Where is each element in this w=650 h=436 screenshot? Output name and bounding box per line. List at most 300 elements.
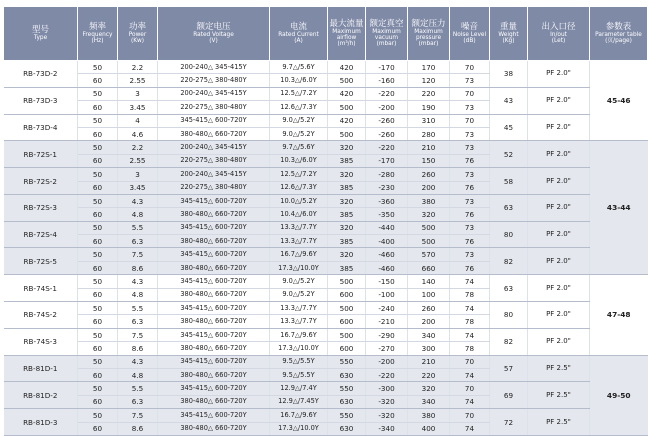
- pressure-cell: 120: [408, 74, 450, 87]
- frequency-cell: 50: [78, 221, 118, 234]
- current-cell: 9.0△/5.2Y: [270, 114, 328, 127]
- pressure-cell: 400: [408, 422, 450, 435]
- table-row: [4, 355, 648, 368]
- airflow-cell: 320: [328, 248, 366, 261]
- pressure-cell: 170: [408, 61, 450, 74]
- model-name-cell: RB-72S-4: [4, 221, 78, 248]
- noise-cell: 73: [450, 141, 490, 154]
- frequency-cell: 50: [78, 141, 118, 154]
- vacuum-cell: -460: [366, 248, 408, 261]
- vacuum-cell: -360: [366, 194, 408, 207]
- page-ref-cell: 45-46: [590, 61, 648, 141]
- vacuum-cell: -300: [366, 382, 408, 395]
- voltage-cell: 220-275△ 380-480Y: [158, 74, 270, 87]
- noise-cell: 78: [450, 288, 490, 301]
- pressure-cell: 220: [408, 87, 450, 100]
- header-weight: 重量 Weight (Kg): [490, 7, 528, 61]
- power-cell: 8.6: [118, 261, 158, 274]
- airflow-cell: 550: [328, 382, 366, 395]
- current-cell: 17.3△/10.0Y: [270, 342, 328, 355]
- voltage-cell: 380-480△ 660-720Y: [158, 235, 270, 248]
- pressure-cell: 200: [408, 181, 450, 194]
- header-type: 型号 Type: [4, 7, 78, 61]
- weight-cell: 82: [490, 328, 528, 355]
- voltage-cell: 200-240△ 345-415Y: [158, 61, 270, 74]
- vacuum-cell: -260: [366, 114, 408, 127]
- airflow-cell: 630: [328, 368, 366, 381]
- voltage-cell: 200-240△ 345-415Y: [158, 168, 270, 181]
- airflow-cell: 320: [328, 168, 366, 181]
- vacuum-cell: -400: [366, 235, 408, 248]
- table-row: [4, 61, 648, 74]
- power-cell: 2.2: [118, 61, 158, 74]
- model-name-cell: RB-73D-2: [4, 61, 78, 88]
- frequency-cell: 50: [78, 275, 118, 288]
- header-frequency: 频率 Frequency (Hz): [78, 7, 118, 61]
- frequency-cell: 60: [78, 368, 118, 381]
- voltage-cell: 345-415△ 600-720Y: [158, 328, 270, 341]
- power-cell: 6.3: [118, 315, 158, 328]
- table-row: [4, 409, 648, 422]
- header-noise: 噪音 Noise Level (dB): [450, 7, 490, 61]
- weight-cell: 43: [490, 87, 528, 114]
- pressure-cell: 210: [408, 141, 450, 154]
- weight-cell: 69: [490, 382, 528, 409]
- vacuum-cell: -440: [366, 221, 408, 234]
- vacuum-cell: -260: [366, 127, 408, 140]
- noise-cell: 70: [450, 114, 490, 127]
- weight-cell: 58: [490, 168, 528, 195]
- weight-cell: 72: [490, 409, 528, 436]
- power-cell: 2.55: [118, 154, 158, 167]
- outlet-cell: PF 2.0": [528, 168, 590, 195]
- pressure-cell: 340: [408, 328, 450, 341]
- vacuum-cell: -220: [366, 141, 408, 154]
- pressure-cell: 660: [408, 261, 450, 274]
- noise-cell: 70: [450, 61, 490, 74]
- pressure-cell: 500: [408, 235, 450, 248]
- voltage-cell: 380-480△ 660-720Y: [158, 342, 270, 355]
- power-cell: 7.5: [118, 409, 158, 422]
- noise-cell: 76: [450, 235, 490, 248]
- airflow-cell: 420: [328, 61, 366, 74]
- current-cell: 9.0△/5.2Y: [270, 275, 328, 288]
- vacuum-cell: -340: [366, 422, 408, 435]
- table-row: [4, 221, 648, 234]
- voltage-cell: 200-240△ 345-415Y: [158, 141, 270, 154]
- current-cell: 13.3△/7.7Y: [270, 315, 328, 328]
- frequency-cell: 60: [78, 74, 118, 87]
- pressure-cell: 140: [408, 275, 450, 288]
- power-cell: 4.8: [118, 368, 158, 381]
- model-name-cell: RB-74S-1: [4, 275, 78, 302]
- pressure-cell: 150: [408, 154, 450, 167]
- voltage-cell: 345-415△ 600-720Y: [158, 221, 270, 234]
- frequency-cell: 50: [78, 302, 118, 315]
- airflow-cell: 600: [328, 342, 366, 355]
- power-cell: 3.45: [118, 181, 158, 194]
- weight-cell: 45: [490, 114, 528, 141]
- pressure-cell: 380: [408, 194, 450, 207]
- outlet-cell: PF 2.0": [528, 141, 590, 168]
- pressure-cell: 300: [408, 342, 450, 355]
- airflow-cell: 385: [328, 235, 366, 248]
- noise-cell: 74: [450, 302, 490, 315]
- outlet-cell: PF 2.0": [528, 114, 590, 141]
- weight-cell: 63: [490, 194, 528, 221]
- pressure-cell: 220: [408, 368, 450, 381]
- airflow-cell: 420: [328, 87, 366, 100]
- current-cell: 9.5△/5.5Y: [270, 355, 328, 368]
- airflow-cell: 630: [328, 395, 366, 408]
- page-ref-cell: 43-44: [590, 141, 648, 275]
- noise-cell: 73: [450, 127, 490, 140]
- table-row: [4, 141, 648, 154]
- vacuum-cell: -280: [366, 168, 408, 181]
- current-cell: 13.3△/7.7Y: [270, 221, 328, 234]
- vacuum-cell: -210: [366, 315, 408, 328]
- current-cell: 12.9△/7.45Y: [270, 395, 328, 408]
- vacuum-cell: -270: [366, 342, 408, 355]
- power-cell: 7.5: [118, 248, 158, 261]
- pressure-cell: 280: [408, 127, 450, 140]
- power-cell: 4.3: [118, 355, 158, 368]
- noise-cell: 76: [450, 261, 490, 274]
- noise-cell: 73: [450, 101, 490, 114]
- airflow-cell: 500: [328, 302, 366, 315]
- outlet-cell: PF 2.5": [528, 409, 590, 436]
- current-cell: 9.0△/5.2Y: [270, 288, 328, 301]
- current-cell: 9.0△/5.2Y: [270, 127, 328, 140]
- outlet-cell: PF 2.0": [528, 61, 590, 88]
- power-cell: 2.2: [118, 141, 158, 154]
- voltage-cell: 220-275△ 380-480Y: [158, 154, 270, 167]
- airflow-cell: 385: [328, 181, 366, 194]
- airflow-cell: 420: [328, 114, 366, 127]
- voltage-cell: 380-480△ 660-720Y: [158, 261, 270, 274]
- outlet-cell: PF 2.5": [528, 355, 590, 382]
- voltage-cell: 380-480△ 660-720Y: [158, 208, 270, 221]
- power-cell: 8.6: [118, 422, 158, 435]
- power-cell: 4: [118, 114, 158, 127]
- model-name-cell: RB-72S-3: [4, 194, 78, 221]
- voltage-cell: 345-415△ 600-720Y: [158, 275, 270, 288]
- outlet-cell: PF 2.0": [528, 275, 590, 302]
- header-power: 功率 Power (Kw): [118, 7, 158, 61]
- airflow-cell: 500: [328, 328, 366, 341]
- table-row: [4, 328, 648, 341]
- model-name-cell: RB-72S-5: [4, 248, 78, 275]
- vacuum-cell: -220: [366, 87, 408, 100]
- table-row: [4, 302, 648, 315]
- model-name-cell: RB-81D-3: [4, 409, 78, 436]
- current-cell: 16.7△/9.6Y: [270, 328, 328, 341]
- current-cell: 9.7△/5.6Y: [270, 141, 328, 154]
- noise-cell: 73: [450, 74, 490, 87]
- voltage-cell: 200-240△ 345-415Y: [158, 87, 270, 100]
- pressure-cell: 320: [408, 382, 450, 395]
- airflow-cell: 600: [328, 288, 366, 301]
- pressure-cell: 190: [408, 101, 450, 114]
- power-cell: 4.8: [118, 208, 158, 221]
- vacuum-cell: -240: [366, 302, 408, 315]
- voltage-cell: 380-480△ 660-720Y: [158, 127, 270, 140]
- table-row: [4, 114, 648, 127]
- current-cell: 9.5△/5.5Y: [270, 368, 328, 381]
- header-row: [4, 7, 648, 61]
- weight-cell: 80: [490, 221, 528, 248]
- vacuum-cell: -350: [366, 208, 408, 221]
- power-cell: 3.45: [118, 101, 158, 114]
- noise-cell: 73: [450, 248, 490, 261]
- model-name-cell: RB-74S-2: [4, 302, 78, 329]
- frequency-cell: 60: [78, 181, 118, 194]
- outlet-cell: PF 2.0": [528, 221, 590, 248]
- vacuum-cell: -320: [366, 395, 408, 408]
- vacuum-cell: -100: [366, 288, 408, 301]
- frequency-cell: 50: [78, 194, 118, 207]
- power-cell: 4.6: [118, 127, 158, 140]
- voltage-cell: 380-480△ 660-720Y: [158, 422, 270, 435]
- current-cell: 13.3△/7.7Y: [270, 235, 328, 248]
- header-vacuum: 额定真空 Maximum vacuum (mbar): [366, 7, 408, 61]
- airflow-cell: 320: [328, 194, 366, 207]
- pressure-cell: 570: [408, 248, 450, 261]
- current-cell: 17.3△/10.0Y: [270, 261, 328, 274]
- frequency-cell: 60: [78, 422, 118, 435]
- table-row: [4, 194, 648, 207]
- voltage-cell: 345-415△ 600-720Y: [158, 409, 270, 422]
- model-name-cell: RB-74S-3: [4, 328, 78, 355]
- pressure-cell: 260: [408, 302, 450, 315]
- noise-cell: 70: [450, 382, 490, 395]
- page-ref-cell: 49-50: [590, 355, 648, 435]
- model-name-cell: RB-72S-2: [4, 168, 78, 195]
- weight-cell: 63: [490, 275, 528, 302]
- noise-cell: 74: [450, 275, 490, 288]
- power-cell: 6.3: [118, 235, 158, 248]
- current-cell: 12.5△/7.2Y: [270, 87, 328, 100]
- frequency-cell: 50: [78, 328, 118, 341]
- vacuum-cell: -170: [366, 154, 408, 167]
- airflow-cell: 320: [328, 221, 366, 234]
- outlet-cell: PF 2.0": [528, 87, 590, 114]
- airflow-cell: 550: [328, 409, 366, 422]
- weight-cell: 80: [490, 302, 528, 329]
- header-param-table: 参数表 Parameter table (页/page): [590, 7, 648, 61]
- model-name-cell: RB-81D-2: [4, 382, 78, 409]
- power-cell: 7.5: [118, 328, 158, 341]
- table-row: [4, 382, 648, 395]
- current-cell: 16.7△/9.6Y: [270, 248, 328, 261]
- current-cell: 12.9△/7.4Y: [270, 382, 328, 395]
- current-cell: 13.3△/7.7Y: [270, 302, 328, 315]
- power-cell: 5.5: [118, 221, 158, 234]
- spec-table-body: [4, 61, 648, 436]
- vacuum-cell: -220: [366, 368, 408, 381]
- pressure-cell: 320: [408, 208, 450, 221]
- frequency-cell: 50: [78, 409, 118, 422]
- noise-cell: 78: [450, 315, 490, 328]
- power-cell: 5.5: [118, 382, 158, 395]
- airflow-cell: 600: [328, 315, 366, 328]
- noise-cell: 76: [450, 181, 490, 194]
- vacuum-cell: -200: [366, 355, 408, 368]
- outlet-cell: PF 2.0": [528, 194, 590, 221]
- power-cell: 5.5: [118, 302, 158, 315]
- frequency-cell: 60: [78, 127, 118, 140]
- pressure-cell: 380: [408, 409, 450, 422]
- model-name-cell: RB-72S-1: [4, 141, 78, 168]
- voltage-cell: 345-415△ 600-720Y: [158, 114, 270, 127]
- noise-cell: 74: [450, 368, 490, 381]
- pressure-cell: 260: [408, 168, 450, 181]
- table-row: [4, 248, 648, 261]
- vacuum-cell: -290: [366, 328, 408, 341]
- frequency-cell: 60: [78, 342, 118, 355]
- outlet-cell: PF 2.0": [528, 248, 590, 275]
- voltage-cell: 345-415△ 600-720Y: [158, 382, 270, 395]
- airflow-cell: 630: [328, 422, 366, 435]
- frequency-cell: 60: [78, 315, 118, 328]
- frequency-cell: 60: [78, 154, 118, 167]
- pressure-cell: 500: [408, 221, 450, 234]
- noise-cell: 74: [450, 328, 490, 341]
- frequency-cell: 50: [78, 382, 118, 395]
- vacuum-cell: -200: [366, 101, 408, 114]
- current-cell: 9.7△/5.6Y: [270, 61, 328, 74]
- airflow-cell: 500: [328, 101, 366, 114]
- voltage-cell: 380-480△ 660-720Y: [158, 395, 270, 408]
- header-current: 电流 Rated Current (A): [270, 7, 328, 61]
- voltage-cell: 345-415△ 600-720Y: [158, 248, 270, 261]
- airflow-cell: 550: [328, 355, 366, 368]
- model-name-cell: RB-81D-1: [4, 355, 78, 382]
- vacuum-cell: -460: [366, 261, 408, 274]
- pressure-cell: 100: [408, 288, 450, 301]
- current-cell: 16.7△/9.6Y: [270, 409, 328, 422]
- noise-cell: 73: [450, 221, 490, 234]
- voltage-cell: 380-480△ 660-720Y: [158, 368, 270, 381]
- airflow-cell: 385: [328, 208, 366, 221]
- airflow-cell: 500: [328, 275, 366, 288]
- airflow-cell: 385: [328, 261, 366, 274]
- table-row: [4, 87, 648, 100]
- header-voltage: 额定电压 Rated Voltage (V): [158, 7, 270, 61]
- weight-cell: 38: [490, 61, 528, 88]
- frequency-cell: 50: [78, 87, 118, 100]
- header-pressure: 额定压力 Maximum pressure (mbar): [408, 7, 450, 61]
- vacuum-cell: -230: [366, 181, 408, 194]
- frequency-cell: 60: [78, 101, 118, 114]
- noise-cell: 76: [450, 208, 490, 221]
- power-cell: 4.3: [118, 275, 158, 288]
- power-cell: 8.6: [118, 342, 158, 355]
- outlet-cell: PF 2.5": [528, 382, 590, 409]
- voltage-cell: 345-415△ 600-720Y: [158, 355, 270, 368]
- noise-cell: 78: [450, 342, 490, 355]
- pressure-cell: 310: [408, 114, 450, 127]
- current-cell: 12.6△/7.3Y: [270, 101, 328, 114]
- airflow-cell: 500: [328, 127, 366, 140]
- power-cell: 2.55: [118, 74, 158, 87]
- airflow-cell: 500: [328, 74, 366, 87]
- voltage-cell: 220-275△ 380-480Y: [158, 101, 270, 114]
- model-name-cell: RB-73D-4: [4, 114, 78, 141]
- spec-table: [3, 6, 648, 436]
- power-cell: 4.8: [118, 288, 158, 301]
- vacuum-cell: -320: [366, 409, 408, 422]
- power-cell: 4.3: [118, 194, 158, 207]
- current-cell: 17.3△/10.0Y: [270, 422, 328, 435]
- vacuum-cell: -160: [366, 74, 408, 87]
- noise-cell: 70: [450, 87, 490, 100]
- voltage-cell: 380-480△ 660-720Y: [158, 315, 270, 328]
- current-cell: 10.0△/5.2Y: [270, 194, 328, 207]
- frequency-cell: 50: [78, 114, 118, 127]
- current-cell: 12.5△/7.2Y: [270, 168, 328, 181]
- frequency-cell: 50: [78, 168, 118, 181]
- current-cell: 10.3△/6.0Y: [270, 74, 328, 87]
- current-cell: 10.3△/6.0Y: [270, 154, 328, 167]
- noise-cell: 73: [450, 168, 490, 181]
- header-outlet: 出入口径 In/out (Let): [528, 7, 590, 61]
- noise-cell: 74: [450, 422, 490, 435]
- noise-cell: 70: [450, 409, 490, 422]
- frequency-cell: 60: [78, 288, 118, 301]
- weight-cell: 57: [490, 355, 528, 382]
- pressure-cell: 340: [408, 395, 450, 408]
- vacuum-cell: -170: [366, 61, 408, 74]
- voltage-cell: 345-415△ 600-720Y: [158, 302, 270, 315]
- current-cell: 12.6△/7.3Y: [270, 181, 328, 194]
- outlet-cell: PF 2.0": [528, 302, 590, 329]
- weight-cell: 82: [490, 248, 528, 275]
- current-cell: 10.4△/6.0Y: [270, 208, 328, 221]
- pressure-cell: 200: [408, 315, 450, 328]
- frequency-cell: 60: [78, 261, 118, 274]
- voltage-cell: 220-275△ 380-480Y: [158, 181, 270, 194]
- noise-cell: 74: [450, 395, 490, 408]
- table-row: [4, 168, 648, 181]
- outlet-cell: PF 2.0": [528, 328, 590, 355]
- power-cell: 3: [118, 87, 158, 100]
- power-cell: 6.3: [118, 395, 158, 408]
- pressure-cell: 210: [408, 355, 450, 368]
- frequency-cell: 60: [78, 208, 118, 221]
- frequency-cell: 60: [78, 395, 118, 408]
- frequency-cell: 50: [78, 248, 118, 261]
- weight-cell: 52: [490, 141, 528, 168]
- frequency-cell: 60: [78, 235, 118, 248]
- header-airflow: 最大流量 Maximum airflow (m³/h): [328, 7, 366, 61]
- vacuum-cell: -150: [366, 275, 408, 288]
- page-ref-cell: 47-48: [590, 275, 648, 355]
- table-row: [4, 275, 648, 288]
- airflow-cell: 385: [328, 154, 366, 167]
- noise-cell: 76: [450, 154, 490, 167]
- spec-table-container: [3, 6, 647, 436]
- voltage-cell: 345-415△ 600-720Y: [158, 194, 270, 207]
- voltage-cell: 380-480△ 660-720Y: [158, 288, 270, 301]
- noise-cell: 70: [450, 355, 490, 368]
- noise-cell: 73: [450, 194, 490, 207]
- frequency-cell: 50: [78, 355, 118, 368]
- airflow-cell: 320: [328, 141, 366, 154]
- model-name-cell: RB-73D-3: [4, 87, 78, 114]
- power-cell: 3: [118, 168, 158, 181]
- frequency-cell: 50: [78, 61, 118, 74]
